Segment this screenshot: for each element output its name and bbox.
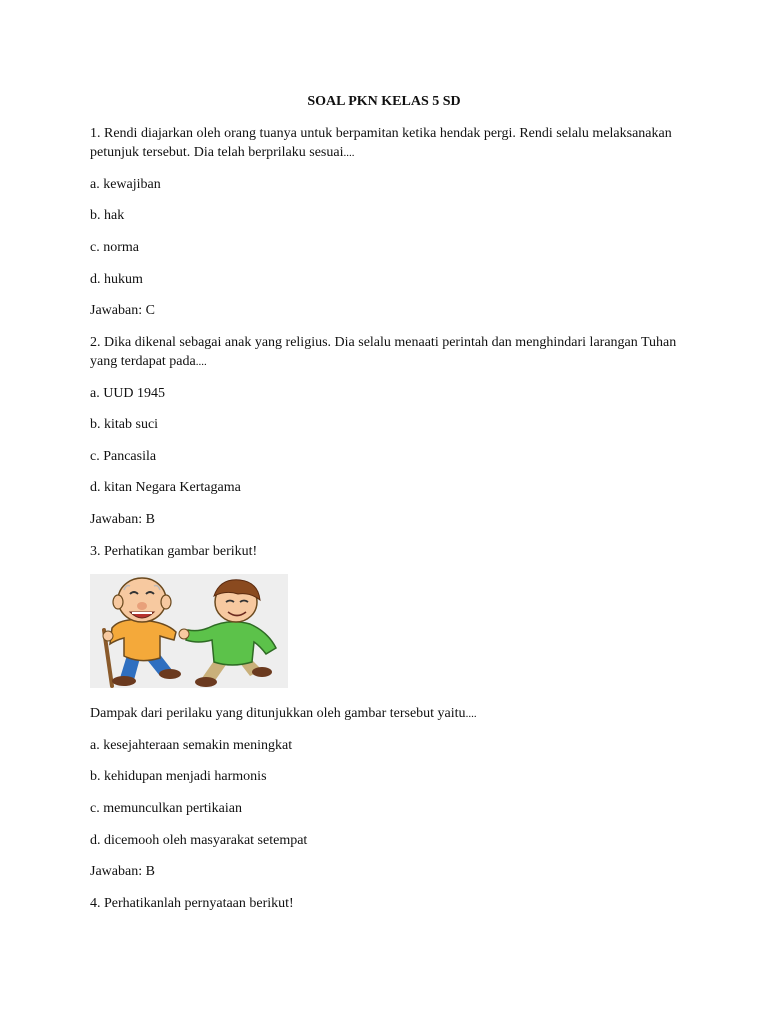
question-2-option-d: d. kitan Negara Kertagama [90,480,241,495]
question-2-answer: Jawaban: B [90,512,155,527]
question-1-option-b: b. hak [90,208,125,223]
question-3-option-b: b. kehidupan menjadi harmonis [90,769,267,784]
question-1-option-c: c. norma [90,240,139,255]
question-4-text-line-1: 4. Perhatikanlah pernyataan berikut! [90,896,294,911]
question-2-option-b: b. kitab suci [90,417,159,432]
question-1-answer: Jawaban: C [90,303,155,318]
question-1-text-line-1: 1. Rendi diajarkan oleh orang tuanya untuk berpamitan ketika hendak pergi. Rendi selalu melaksanakan [90,126,672,141]
document-title: SOAL PKN KELAS 5 SD [307,94,461,109]
question-2-option-c: c. Pancasila [90,449,157,464]
question-1-text-line-2-main: petunjuk tersebut. Dia telah berprilaku sesuai [90,145,344,160]
question-3-text-line-1: 3. Perhatikan gambar berikut! [90,544,258,559]
question-3-prompt-main: Dampak dari perilaku yang ditunjukkan oleh gambar tersebut yaitu [90,706,466,721]
question-2-text-line-1: 2. Dika dikenal sebagai anak yang religius. Dia selalu menaati perintah dan menghindari larangan Tuhan [90,335,677,350]
question-2-ellipsis: .... [195,356,207,368]
question-3-ellipsis: .... [465,708,477,720]
question-1-ellipsis: .... [343,147,355,159]
question-3-option-a: a. kesejahteraan semakin meningkat [90,738,293,753]
question-3-prompt [90,704,680,724]
question-1-option-d: d. hukum [90,272,143,287]
question-1-option-a: a. kewajiban [90,177,161,192]
question-1-text-line-2 [90,143,680,163]
question-2-text-line-2-main: yang terdapat pada [90,354,196,369]
question-3-answer: Jawaban: B [90,864,155,879]
question-3-option-d: d. dicemooh oleh masyarakat setempat [90,833,308,848]
question-2-text-line-2 [90,352,680,372]
question-3-illustration [90,574,288,688]
boy-helping-elderly-man-illustration [90,574,288,688]
question-3-option-c: c. memunculkan pertikaian [90,801,242,816]
question-2-option-a: a. UUD 1945 [90,386,166,401]
